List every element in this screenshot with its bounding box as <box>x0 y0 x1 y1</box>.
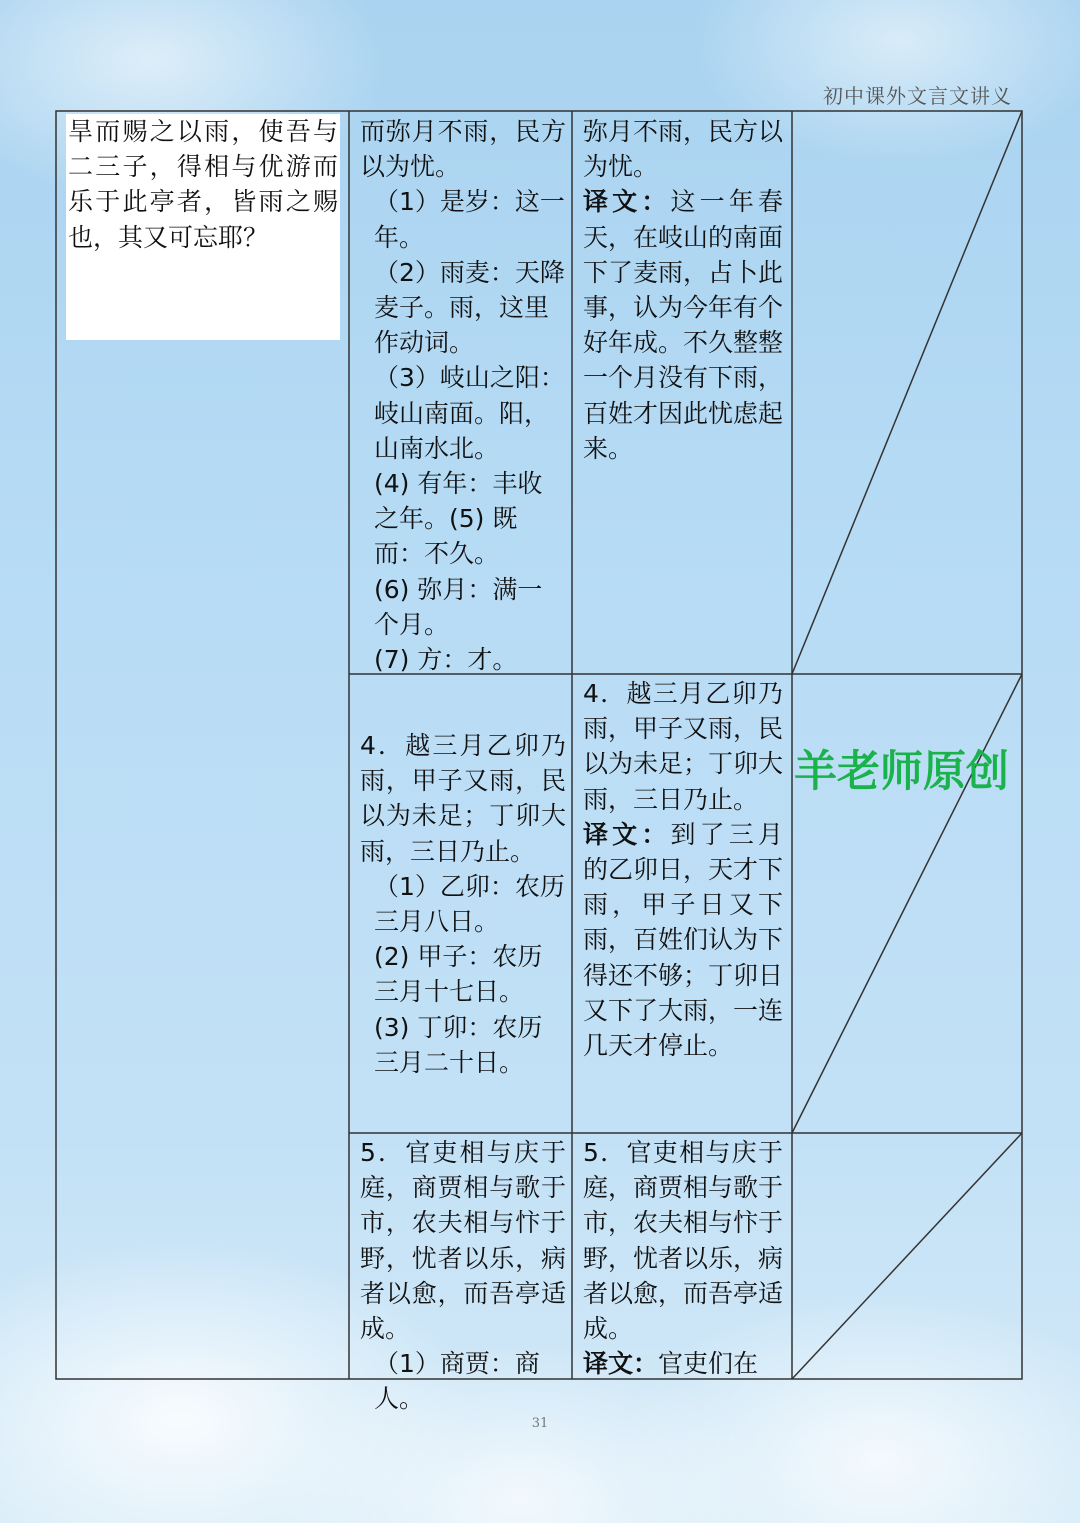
row2-translation-cell <box>583 676 783 1131</box>
row2-translation-label: 译文： <box>583 819 671 849</box>
page-header-title: 初中课外文言文讲义 <box>823 84 1012 108</box>
row2-note-2: (2) 甲子：农历三月十七日。 <box>374 942 543 1007</box>
row1-note-1: （1）是岁：这一年。 <box>374 187 565 252</box>
row1-notes-cell <box>360 114 566 675</box>
row1-note-5: (6) 弥月：满一个月。 <box>374 574 543 639</box>
row1-translation-cell <box>583 114 783 672</box>
row2-original: 4．越三月乙卯乃雨，甲子又雨，民以为未足；丁卯大雨，三日乃止。 <box>360 731 566 866</box>
watermark-stamp: 羊老师原创 <box>794 747 1009 797</box>
row3-translation-cell <box>583 1135 783 1377</box>
row1-note-3: （3）岐山之阳：岐山南面。阳，山南水北。 <box>374 363 565 463</box>
row1-translation-original: 弥月不雨，民方以为忧。 <box>583 117 784 182</box>
row2-note-3: (3) 丁卯：农历三月二十日。 <box>374 1012 543 1077</box>
row3-translation-original: 5．官吏相与庆于庭，商贾相与歌于市，农夫相与忭于野，忧者以乐，病者以愈，而吾亭适成。 <box>583 1138 784 1344</box>
original-text: 旱而赐之以雨，使吾与二三子，得相与优游而乐于此亭者，皆雨之赐也，其又可忘耶？ <box>68 117 338 252</box>
row3-translation-label: 译文： <box>583 1349 659 1379</box>
row1-note-4: (4) 有年：丰收之年。(5) 既而：不久。 <box>374 469 543 569</box>
row1-note-2: （2）雨麦：天降麦子。雨，这里作动词。 <box>374 257 565 358</box>
row2-translation: 到了三月的乙卯日，天才下雨，甲子日又下雨，百姓们认为下得还不够；丁卯日又下了大雨，一连几天才停止。 <box>583 819 784 1061</box>
row3-notes-cell <box>360 1135 566 1414</box>
row2-translation-original: 4．越三月乙卯乃雨，甲子又雨，民以为未足；丁卯大雨，三日乃止。 <box>583 679 784 814</box>
row2-note-1: （1）乙卯：农历三月八日。 <box>374 871 565 937</box>
row1-note-6: (7) 方：才。 <box>374 645 518 675</box>
row3-translation: 官吏们在 <box>658 1349 759 1379</box>
row1-translation-label: 译文： <box>583 187 671 217</box>
row3-note-1: （1）商贾：商人。 <box>374 1349 540 1414</box>
original-text-cell <box>66 114 340 340</box>
row2-notes-cell <box>360 728 566 1128</box>
row1-original: 而弥月不雨，民方以为忧。 <box>360 117 566 182</box>
row3-original: 5．官吏相与庆于庭，商贾相与歌于市，农夫相与忭于野，忧者以乐，病者以愈，而吾亭适成。 <box>360 1138 566 1344</box>
row1-translation: 这一年春天，在岐山的南面下了麦雨，占卜此事，认为今年有个好年成。不久整整一个月没有下雨，百姓才因此忧虑起来。 <box>583 187 784 463</box>
page-number: 31 <box>531 1416 549 1431</box>
